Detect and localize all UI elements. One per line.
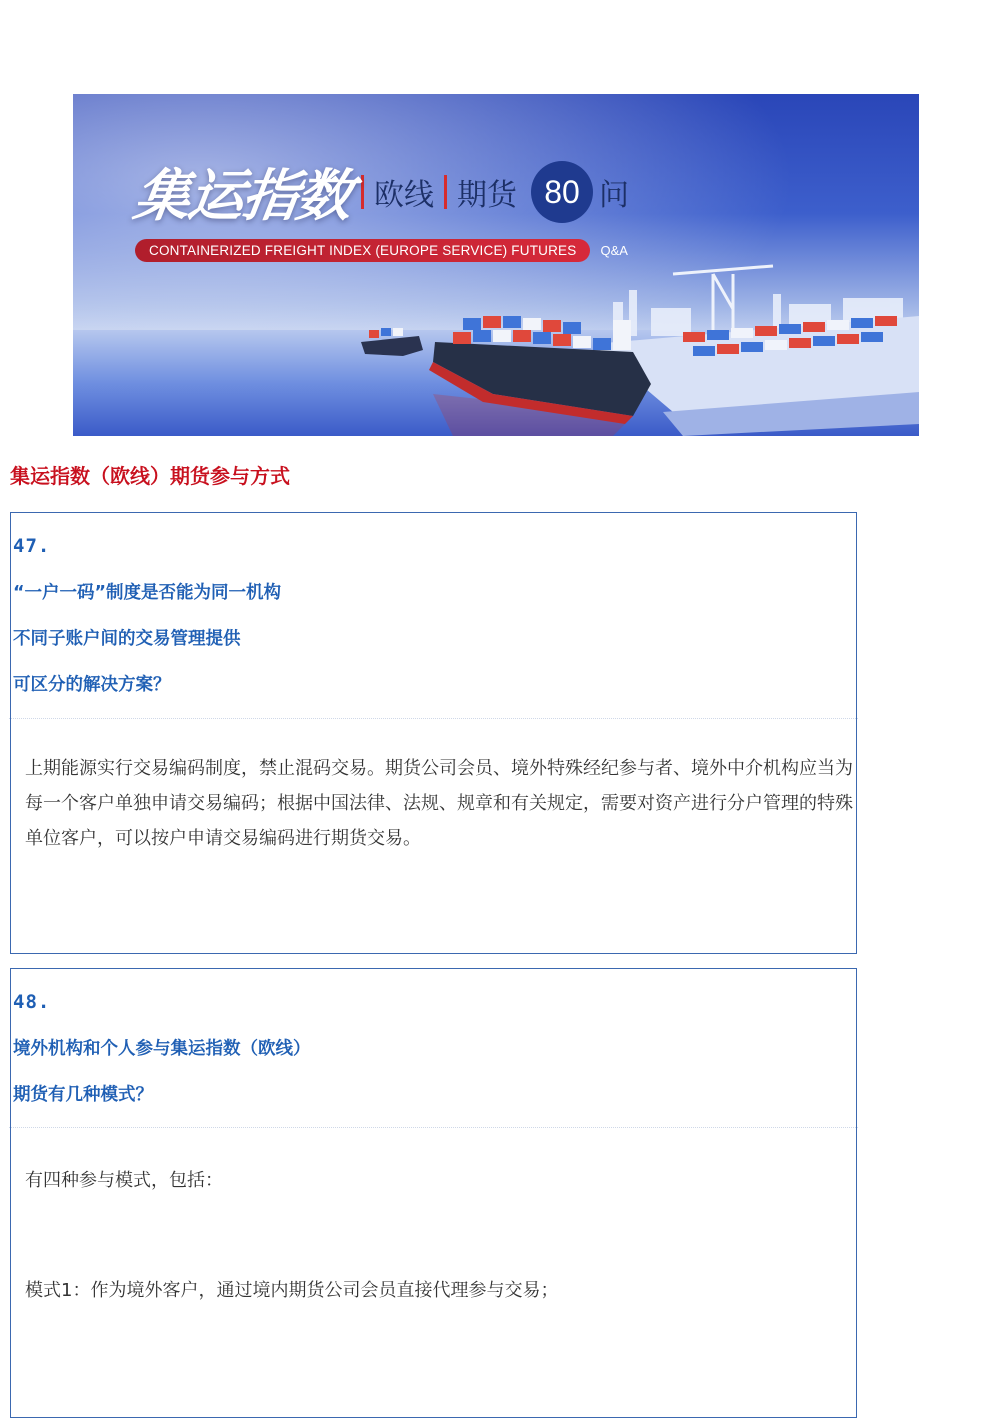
banner-illustration [73,94,919,436]
banner-subtitle-en: CONTAINERIZED FREIGHT INDEX (EUROPE SERVICE) FUTURES [135,239,590,262]
answer-text-line: 模式1：作为境外客户，通过境内期货公司会员直接代理参与交易； [25,1280,559,1301]
banner-number-badge: 80 [531,161,593,223]
section-title: 集运指数（欧线）期货参与方式 [10,464,290,488]
banner-title-suffix: 问 [599,178,629,213]
banner-separator [444,175,447,209]
question-number: 47. [13,535,51,557]
qa-card-47 [10,512,857,954]
card-divider [9,1127,858,1129]
card-divider [9,718,858,720]
answer-text-line: 有四种参与模式，包括： [25,1170,223,1191]
banner-title-part2: 欧线 [374,178,434,213]
question-text-line: 可区分的解决方案？ [13,675,171,695]
question-text-line: 不同子账户间的交易管理提供 [13,629,241,649]
banner-title-part3: 期货 [457,178,517,213]
banner-separator [361,175,364,209]
question-text-line: 期货有几种模式？ [13,1085,153,1105]
banner-subtitle-qa: Q&A [600,242,628,258]
answer-text: 上期能源实行交易编码制度，禁止混码交易。期货公司会员、境外特殊经纪参与者、境外中介机构应当为每一个客户单独申请交易编码；根据中国法律、法规、规章和有关规定，需要对资产进行分户管理的特殊单位客户，可以按户申请交易编码进行期货交易。 [25,758,853,849]
banner-calligraphy-title: 集运指数 [129,163,356,229]
question-text-line: “一户一码”制度是否能为同一机构 [13,583,282,603]
question-text-line: 境外机构和个人参与集运指数（欧线） [13,1039,311,1059]
banner-subtitle [135,238,628,262]
question-number: 48. [13,991,51,1013]
banner [73,94,919,436]
qa-card-48 [10,968,857,1418]
banner-title [129,162,629,229]
